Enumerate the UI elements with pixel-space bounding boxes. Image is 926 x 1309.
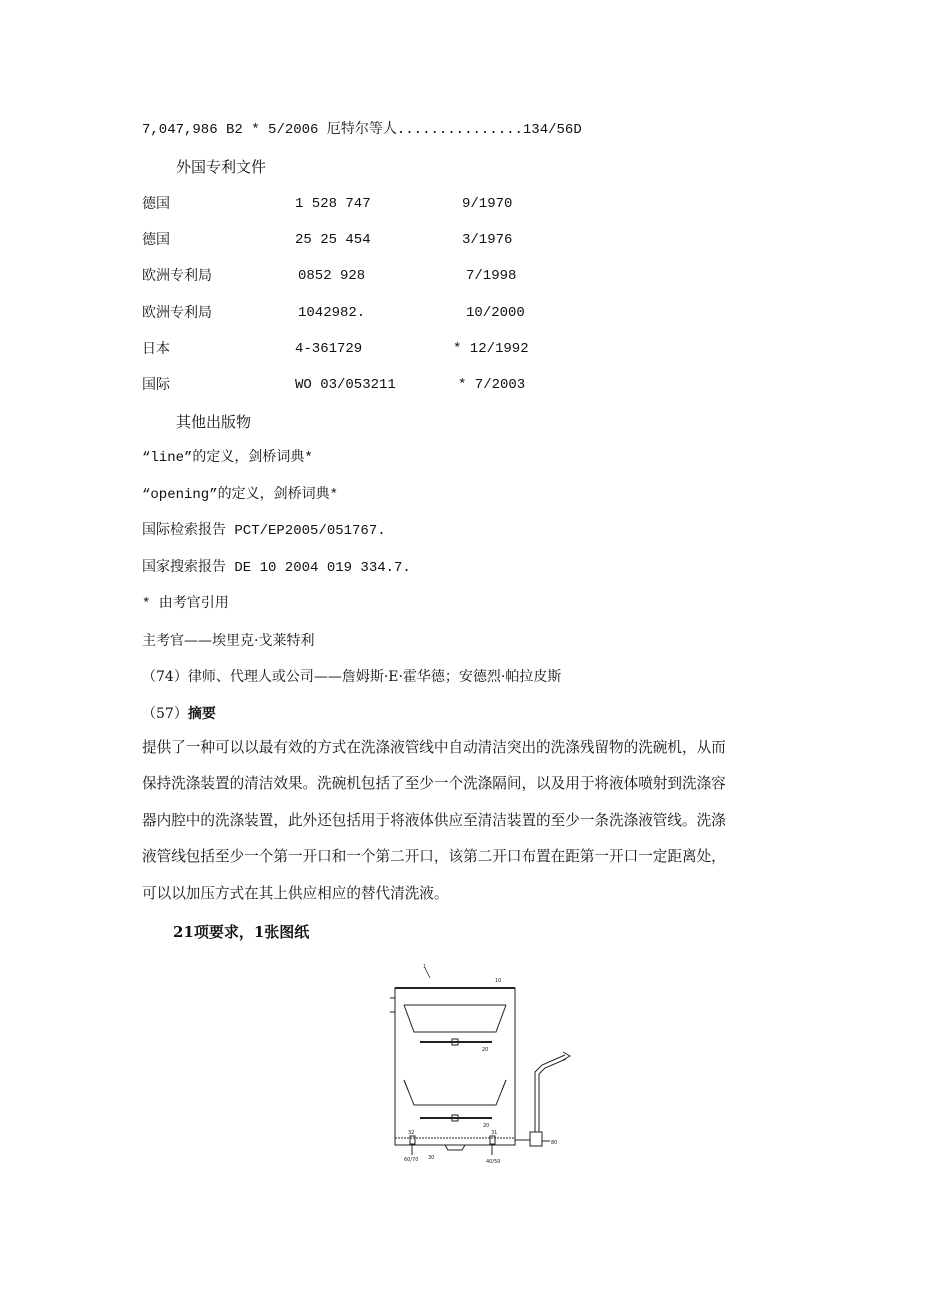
citation-number: 7,047,986 B2 <box>142 122 243 138</box>
number-cell: 25 25 454 <box>295 232 371 248</box>
number-cell: 4-361729 <box>295 341 363 357</box>
label-valve-right: 40/50 <box>486 1159 501 1165</box>
number-cell: 0852 928 <box>298 268 366 284</box>
label-pump: 80 <box>551 1140 558 1146</box>
examiner-note: * 由考官引用 <box>142 596 229 612</box>
citation-date: 5/2006 <box>268 122 319 138</box>
country-cell: 德国 <box>142 232 170 248</box>
date-cell: 7/1998 <box>466 268 517 284</box>
number-cell: WO 03/053211 <box>295 377 396 393</box>
foreign-heading: 外国专利文件 <box>176 158 267 176</box>
attorney: （74）律师、代理人或公司——詹姆斯·E·霍华德；安德烈·帕拉皮斯 <box>142 669 562 685</box>
number-cell: 1042982. <box>298 305 366 321</box>
citation-class: 134/56D <box>522 122 582 138</box>
abstract-text <box>142 730 794 912</box>
label-sump: 30 <box>428 1155 435 1161</box>
claims-summary: 21项要求，1张图纸 <box>173 923 310 941</box>
lower-basket <box>404 1080 506 1105</box>
other-heading: 其他出版物 <box>176 413 252 431</box>
number-cell: 1 528 747 <box>295 196 371 212</box>
other-pub-item: 国家搜索报告 DE 10 2004 019 334.7. <box>142 560 411 576</box>
upper-basket <box>404 1005 506 1032</box>
citation-dots: ............... <box>396 122 523 138</box>
other-pub-item: “opening”的定义，剑桥词典* <box>142 487 339 503</box>
label-arm-lower: 20 <box>483 1123 490 1129</box>
other-pub-item: 国际检索报告 PCT/EP2005/051767. <box>142 523 386 539</box>
abstract-line: 器内腔中的洗涤装置，此外还包括用于将液体供应至清洁装置的至少一条洗涤液管线。洗涤 <box>142 811 726 829</box>
examiner: 主考官——埃里克·戈莱特利 <box>142 633 315 649</box>
label-valve-left: 60/70 <box>404 1157 419 1163</box>
us-citation <box>142 120 582 140</box>
label-tub: 10 <box>495 978 502 984</box>
label-sump-right: 31 <box>491 1130 498 1136</box>
country-cell: 日本 <box>142 341 170 357</box>
country-cell: 欧洲专利局 <box>142 268 212 284</box>
date-cell: 3/1976 <box>462 232 513 248</box>
country-cell: 国际 <box>142 377 170 393</box>
country-cell: 欧洲专利局 <box>142 305 212 321</box>
abstract-line: 液管线包括至少一个第一开口和一个第二开口，该第二开口布置在距第一开口一定距离处， <box>142 848 726 866</box>
label-main: 1 <box>423 964 427 970</box>
label-arm-upper: 20 <box>482 1047 489 1053</box>
date-cell: 9/1970 <box>462 196 513 212</box>
abstract-code: （57） <box>142 706 188 722</box>
label-sump-left: 32 <box>408 1130 415 1136</box>
pump <box>530 1132 542 1146</box>
date-cell: * 12/1992 <box>453 341 529 357</box>
abstract-line: 保持洗涤装置的清洁效果。洗碗机包括了至少一个洗涤隔间，以及用于将液体喷射到洗涤容 <box>142 775 726 793</box>
citation-marker: * <box>251 122 260 138</box>
abstract-line: 提供了一种可以以最有效的方式在洗涤液管线中自动清洁突出的洗涤残留物的洗碗机，从而 <box>142 739 726 756</box>
country-cell: 德国 <box>142 196 170 212</box>
abstract-line: 可以以加压方式在其上供应相应的替代清洗液。 <box>142 884 449 902</box>
date-cell: * 7/2003 <box>458 377 526 393</box>
date-cell: 10/2000 <box>466 305 525 321</box>
abstract-heading <box>142 704 216 724</box>
dishwasher-drawing <box>380 960 580 1170</box>
citation-inventor: 厄特尔等人 <box>326 122 397 138</box>
abstract-title: 摘要 <box>187 706 216 722</box>
other-pub-item: “line”的定义，剑桥词典* <box>142 450 313 466</box>
